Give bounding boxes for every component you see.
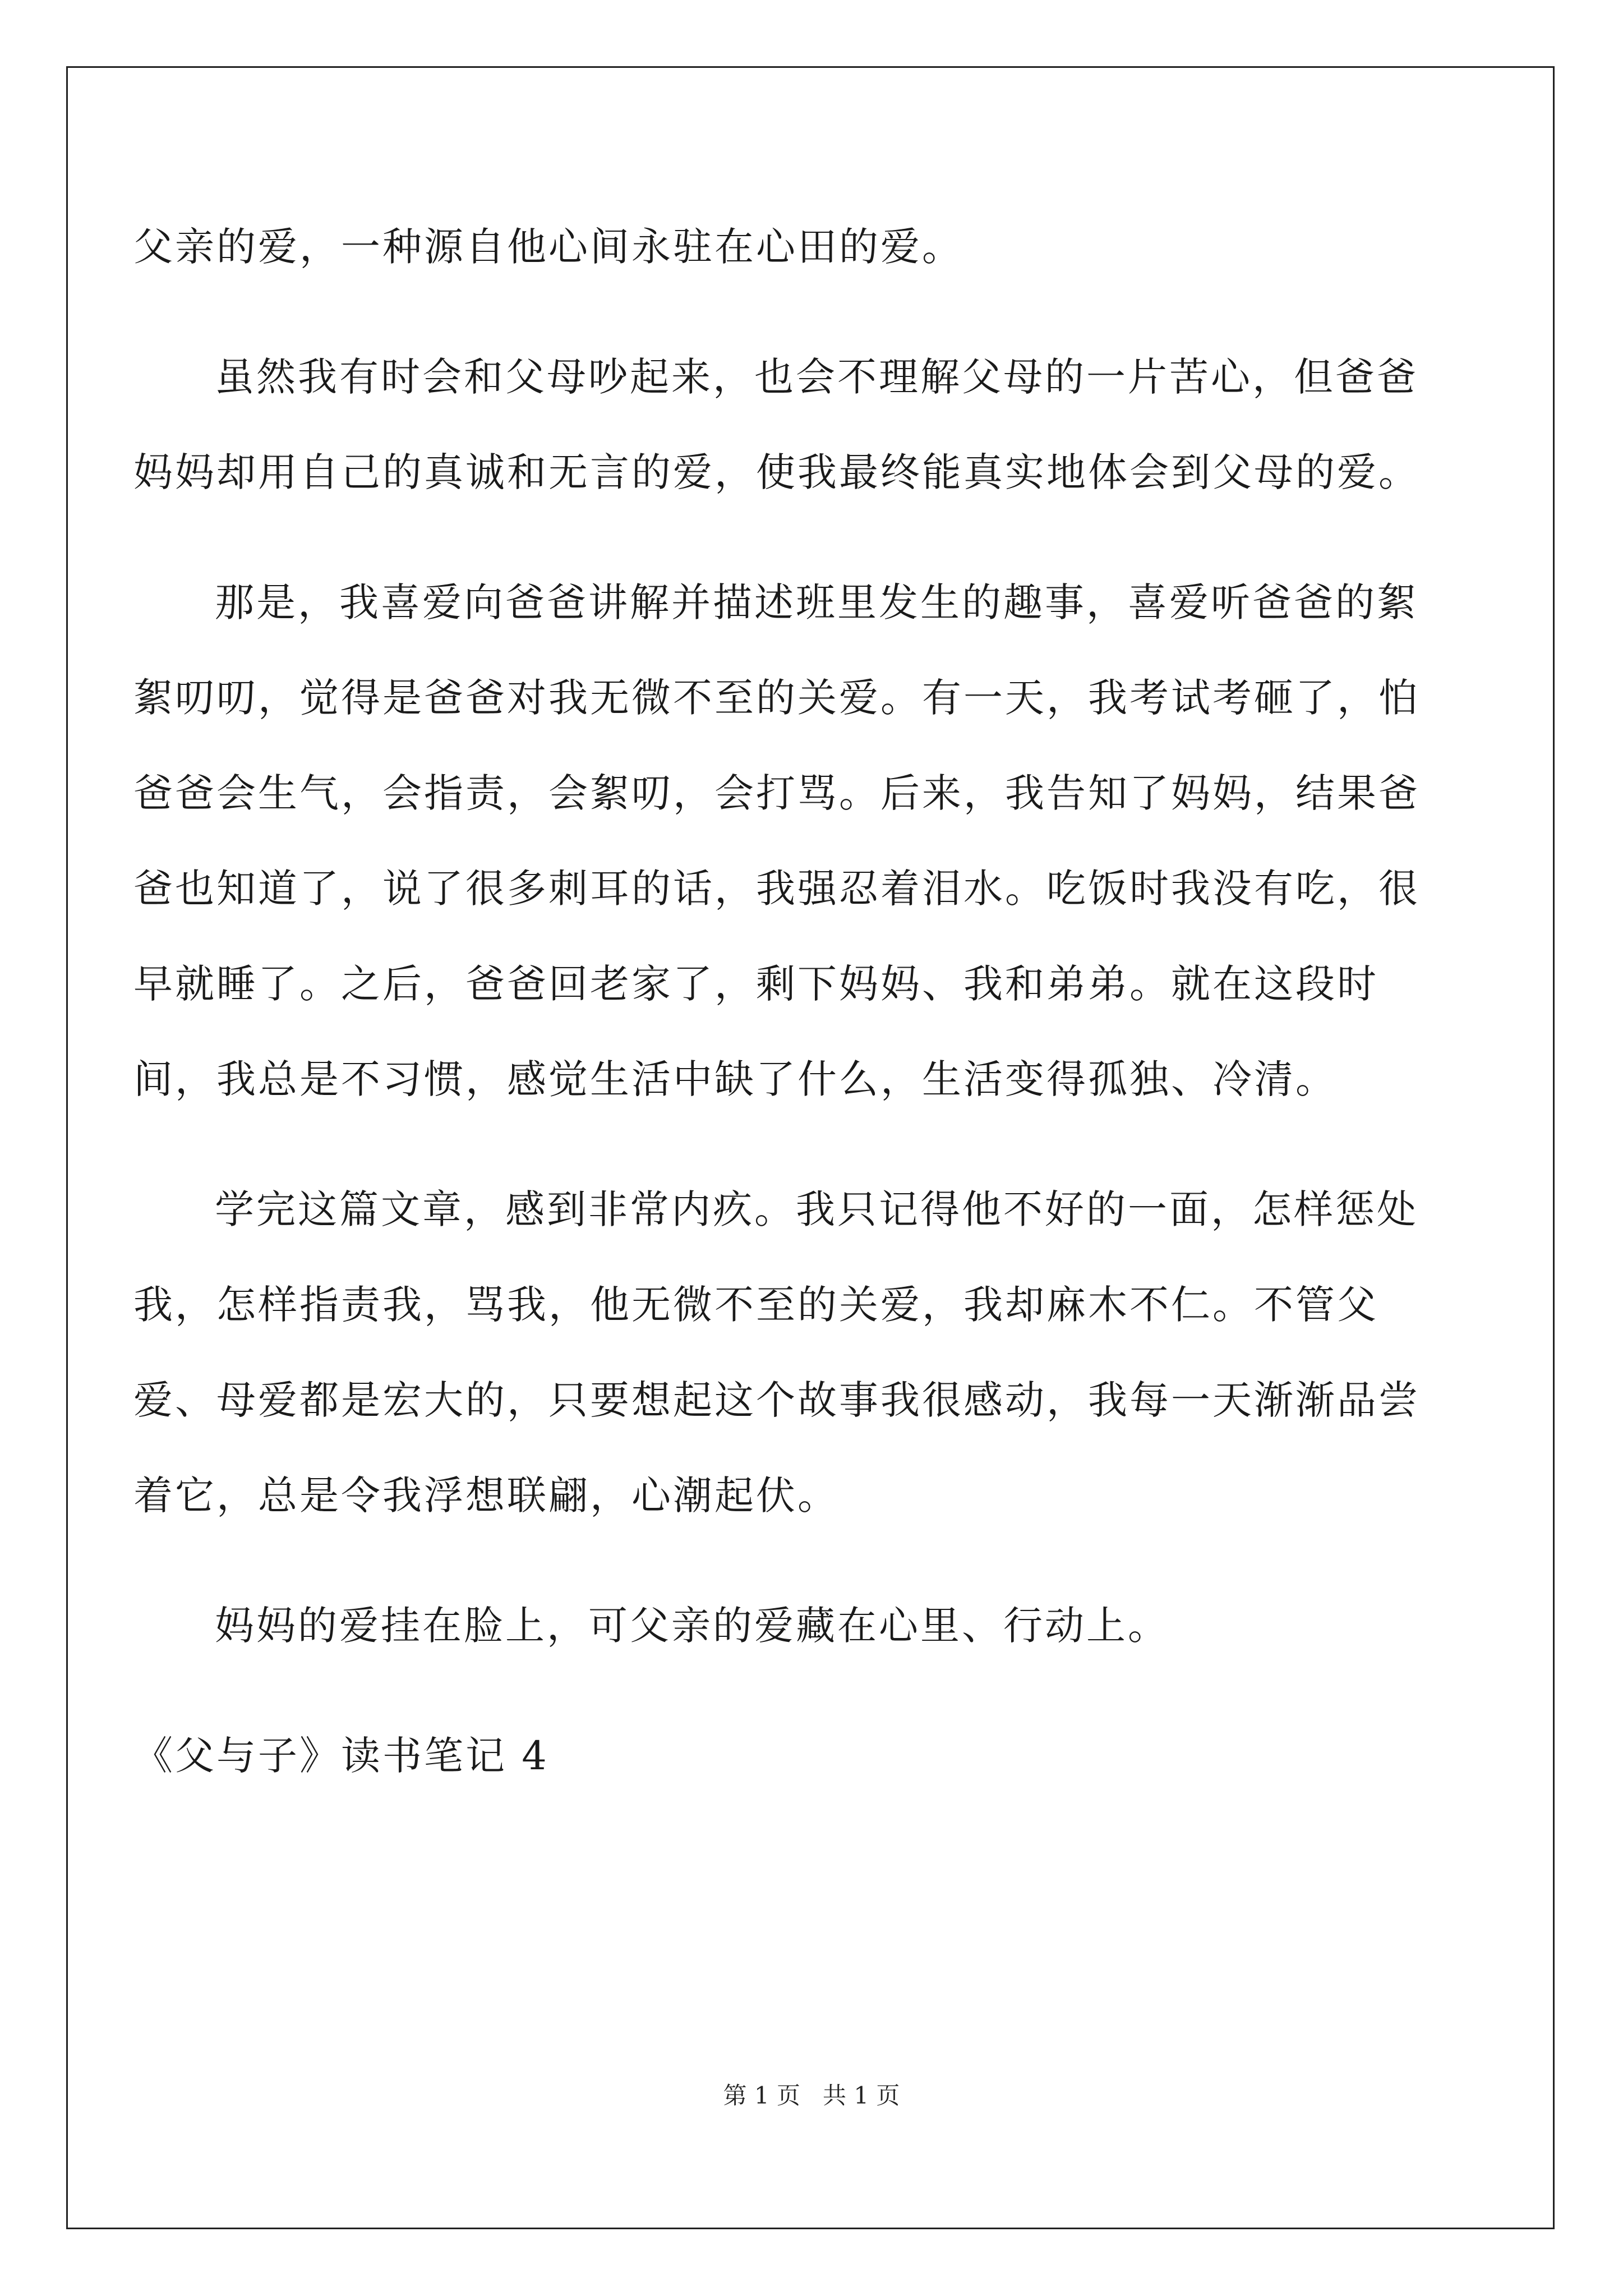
section-heading: 《父与子》读书笔记 4 bbox=[133, 1733, 549, 1779]
paragraph-3: 那是，我喜爱向爸爸讲解并描述班里发生的趣事，喜爱听爸爸的絮絮叨叨，觉得是爸爸对我无微不至的关爱。有一天，我考试考砸了，怕爸爸会生气，会指责，会絮叨，会打骂。后来，我告知了妈妈，结果爸爸也知道了，说了很多刺耳的话，我强忍着泪水。吃饭时我没有吃，很早就睡了。之后，爸爸回老家了，剩下妈妈、我和弟弟。就在这段时间，我总是不习惯，感觉生活中缺了什么，生活变得孤独、冷清。 bbox=[133, 579, 1420, 1102]
page-total: 共 1 页 bbox=[823, 2082, 900, 2109]
paragraph-1: 父亲的爱，一种源自他心间永驻在心田的爱。 bbox=[133, 224, 963, 270]
paragraph-2: 虽然我有时会和父母吵起来，也会不理解父母的一片苦心，但爸爸妈妈却用自己的真诚和无言的爱，使我最终能真实地体会到父母的爱。 bbox=[133, 354, 1420, 495]
paragraph-4: 学完这篇文章，感到非常内疚。我只记得他不好的一面，怎样惩处我，怎样指责我，骂我，他无微不至的关爱，我却麻木不仁。不管父爱、母爱都是宏大的，只要想起这个故事我很感动，我每一天渐渐品尝着它，总是令我浮想联翩，心潮起伏。 bbox=[133, 1186, 1420, 1519]
document-body bbox=[133, 199, 1440, 1803]
page-footer bbox=[0, 2079, 1623, 2113]
paragraph-5: 妈妈的爱挂在脸上，可父亲的爱藏在心里、行动上。 bbox=[215, 1603, 1169, 1649]
page-number: 第 1 页 bbox=[723, 2082, 800, 2109]
